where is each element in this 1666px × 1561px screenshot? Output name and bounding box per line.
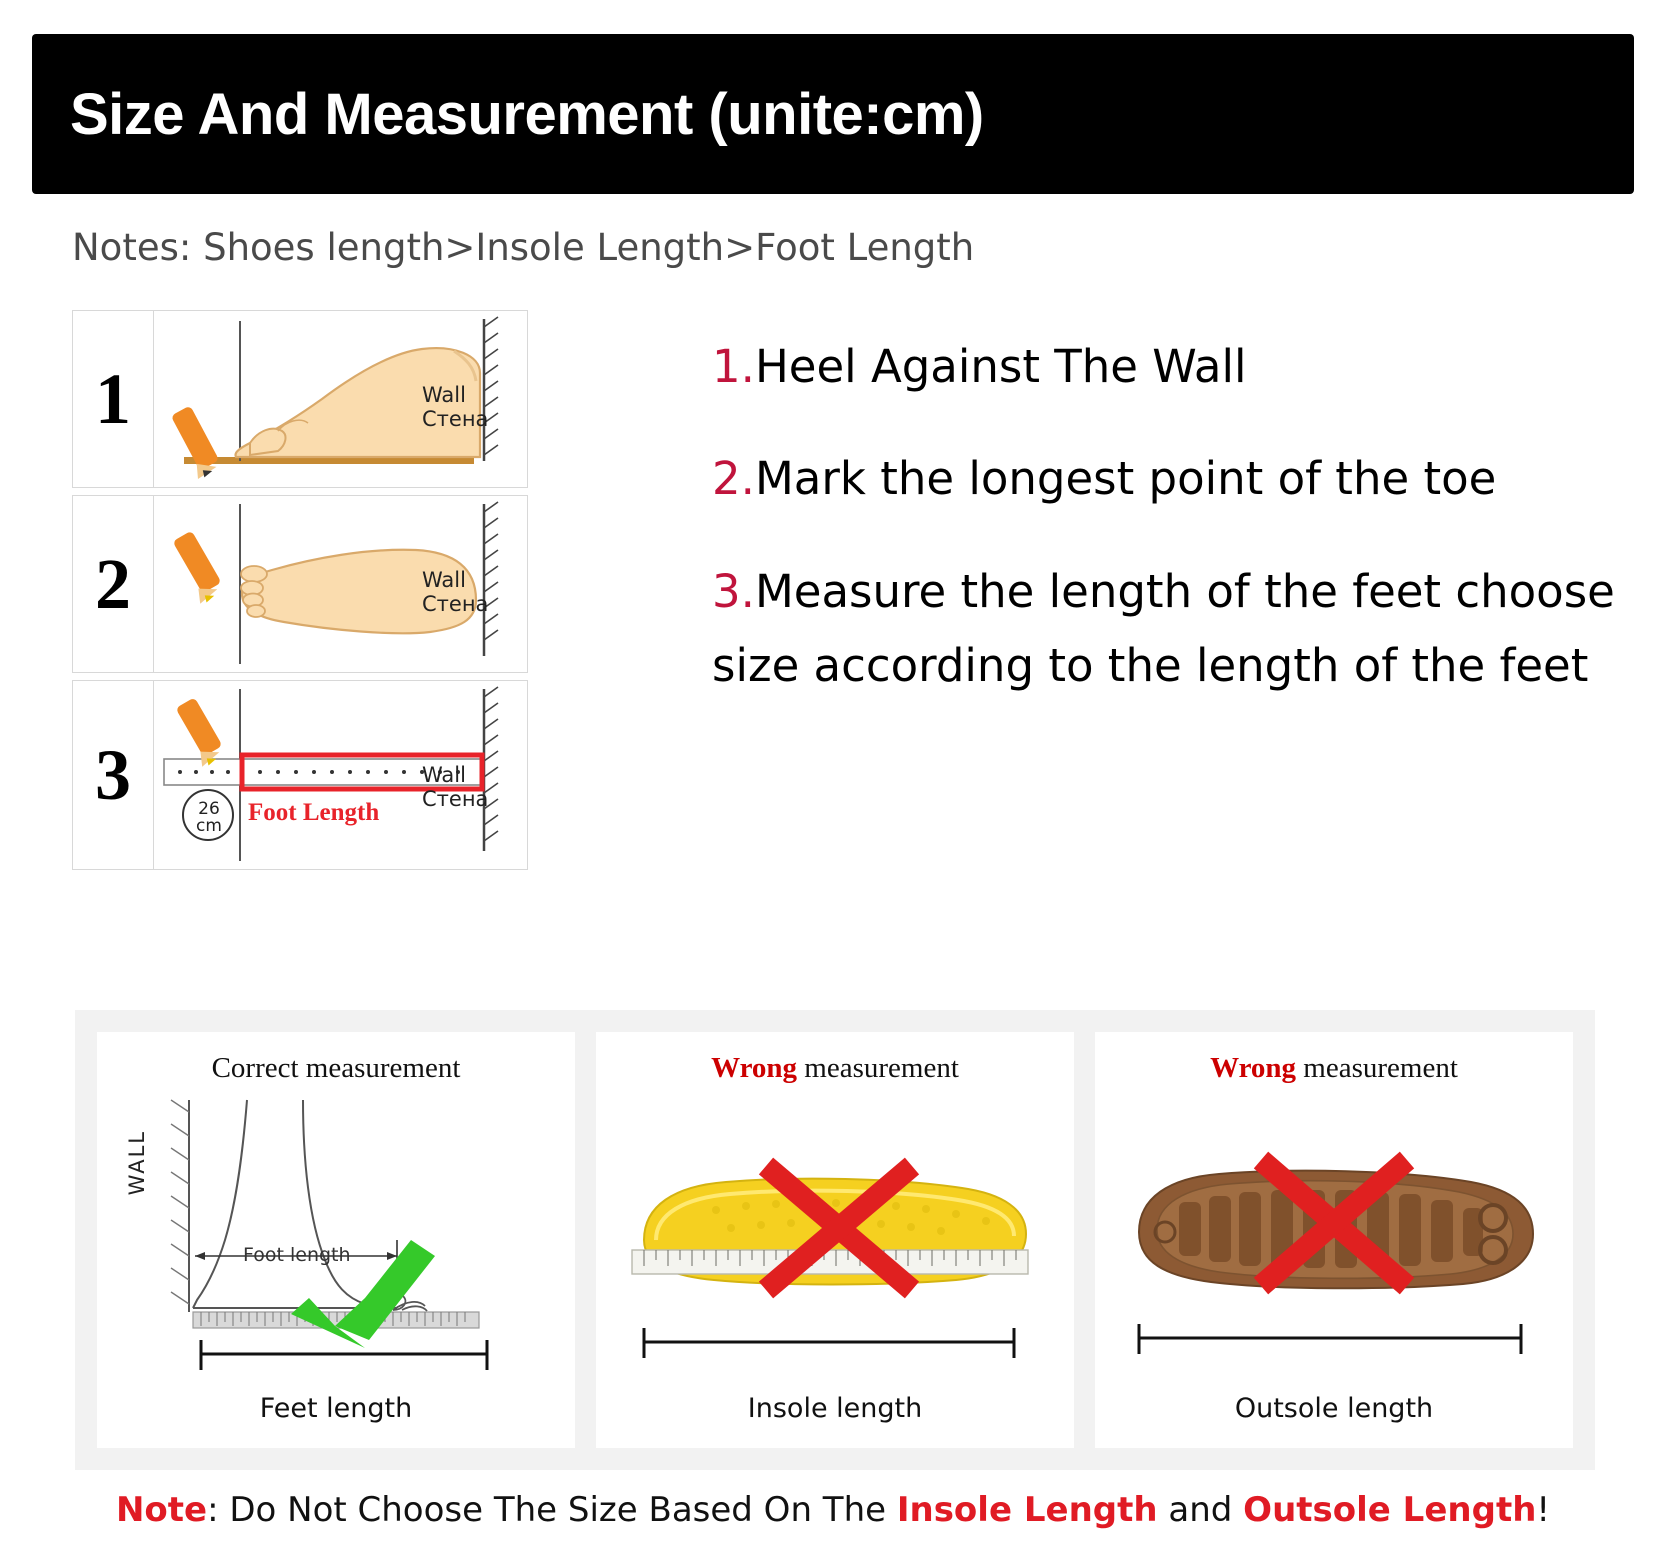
footer-note [0, 1490, 1666, 1530]
brown-outsole-svg [1095, 1090, 1573, 1380]
pencil-icon [171, 405, 220, 479]
step-panel-1 [72, 310, 528, 488]
wall-label-2: Wall Стена [422, 568, 489, 617]
instruction-item-3 [712, 555, 1642, 704]
wall-label-3: Wall Стена [422, 763, 489, 812]
instruction-text: Heel Against The Wall [754, 340, 1247, 393]
steps-column [72, 310, 530, 877]
footer-insole-length: Insole Length [896, 1490, 1158, 1530]
step-2-illustration [154, 496, 527, 672]
card-caption: Feet length [259, 1393, 413, 1424]
comparison-strip [75, 1010, 1595, 1470]
header-banner [32, 34, 1634, 194]
wall-label-1: Wall Стена [422, 383, 489, 432]
insole-measurement-illustration [596, 1090, 1074, 1380]
wall-label-vertical: WALL [125, 1130, 149, 1196]
pencil-icon [175, 697, 222, 766]
instruction-text: Measure the length of the feet choose size according to the length of the feet [712, 564, 1615, 692]
outsole-measurement-illustration [1095, 1090, 1573, 1380]
foot-against-wall-svg [97, 1090, 575, 1380]
card-caption: Outsole length [1234, 1393, 1434, 1424]
instruction-number: 3. [712, 564, 755, 618]
foot-length-inner-label: Foot length [243, 1244, 351, 1266]
correct-measurement-illustration [97, 1090, 575, 1380]
page-title: Size And Measurement (unite:cm) [70, 81, 984, 147]
instruction-text: Mark the longest point of the toe [754, 452, 1497, 506]
instruction-number: 1. [712, 340, 755, 393]
ruler-reading: 26 cm [196, 799, 222, 836]
card-title: Wrong measurement [711, 1052, 959, 1084]
step-number: 1 [95, 359, 131, 439]
comparison-card-correct [97, 1032, 575, 1448]
comparison-card-insole [596, 1032, 1074, 1448]
instruction-number: 2. [712, 452, 755, 506]
notes-text: Notes: Shoes length>Insole Length>Foot Length [72, 226, 975, 269]
footer-note-label: Note [115, 1490, 208, 1530]
card-caption: Insole length [747, 1393, 923, 1424]
card-title: Correct measurement [211, 1052, 461, 1084]
footer-text-1: : Do Not Choose The Size Based On The [207, 1490, 897, 1530]
instructions-list [712, 330, 1642, 741]
instruction-item-1 [712, 330, 1642, 404]
footer-text-3: ! [1536, 1490, 1551, 1530]
card-title: Wrong measurement [1210, 1052, 1458, 1084]
footer-outsole-length: Outsole Length [1243, 1490, 1537, 1530]
step-3-illustration [154, 681, 527, 869]
yellow-insole-svg [596, 1090, 1074, 1380]
step-number: 3 [95, 735, 131, 815]
instruction-item-2 [712, 442, 1642, 516]
step-number: 2 [95, 544, 131, 624]
pencil-icon [172, 531, 221, 604]
step-panel-2 [72, 495, 528, 673]
step-panel-3 [72, 680, 528, 870]
comparison-card-outsole [1095, 1032, 1573, 1448]
step-1-illustration [154, 311, 527, 487]
footer-text-2: and [1157, 1490, 1244, 1530]
foot-length-label: Foot Length [248, 799, 380, 826]
